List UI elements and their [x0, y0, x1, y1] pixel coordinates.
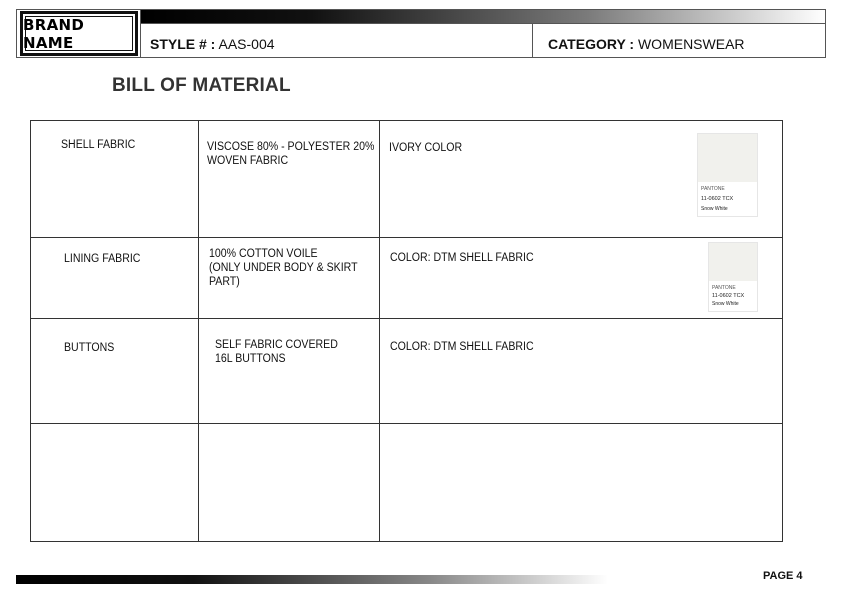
table-row-divider-1: [30, 237, 783, 238]
row-2-swatch-chip: [709, 243, 757, 281]
row-1-swatch-chip: [698, 134, 757, 182]
table-row-divider-2: [30, 318, 783, 319]
row-3-color: COLOR: DTM SHELL FABRIC: [390, 341, 534, 353]
row-1-item: SHELL FABRIC: [61, 139, 136, 151]
header-divider-category: [532, 23, 533, 58]
row-1-color: IVORY COLOR: [389, 142, 463, 154]
category-label: CATEGORY :: [548, 36, 635, 52]
row-1-pantone-swatch: [698, 134, 757, 216]
row-1-pantone-label: PANTONE: [701, 186, 725, 192]
row-2-pantone-label: PANTONE: [712, 285, 736, 291]
brand-logo-box: [20, 11, 138, 56]
category-value: WOMENSWEAR: [637, 36, 745, 52]
row-2-description: 100% COTTON VOILE (ONLY UNDER BODY & SKIRT PART): [209, 248, 358, 288]
page-number: PAGE 4: [763, 570, 803, 582]
table-col-divider-1: [198, 120, 199, 542]
row-2-color: COLOR: DTM SHELL FABRIC: [390, 252, 534, 264]
row-1-description: VISCOSE 80% - POLYESTER 20% WOVEN FABRIC: [207, 141, 375, 167]
footer-gradient-bar: [16, 575, 608, 584]
header-divider-horizontal: [140, 23, 826, 24]
style-value: AAS-004: [218, 36, 275, 52]
row-2-pantone-name: Snow White: [712, 301, 739, 307]
row-3-description: SELF FABRIC COVERED 16L BUTTONS: [215, 339, 338, 365]
table-row-divider-3: [30, 423, 783, 424]
brand-name: BRAND NAME: [23, 15, 85, 52]
category: [548, 36, 745, 52]
row-3-item: BUTTONS: [64, 342, 115, 354]
header-divider-brand: [140, 9, 141, 58]
row-2-item: LINING FABRIC: [64, 253, 141, 265]
bom-table: [30, 120, 783, 542]
style-number: [150, 36, 275, 52]
row-1-pantone-name: Snow White: [701, 206, 728, 212]
row-2-pantone-swatch: [709, 243, 757, 311]
style-label: STYLE # :: [150, 36, 216, 52]
row-1-pantone-code: 11-0602 TCX: [701, 196, 734, 202]
table-col-divider-2: [379, 120, 380, 542]
page-title: BILL OF MATERIAL: [112, 75, 291, 96]
row-2-pantone-code: 11-0602 TCX: [712, 293, 745, 299]
